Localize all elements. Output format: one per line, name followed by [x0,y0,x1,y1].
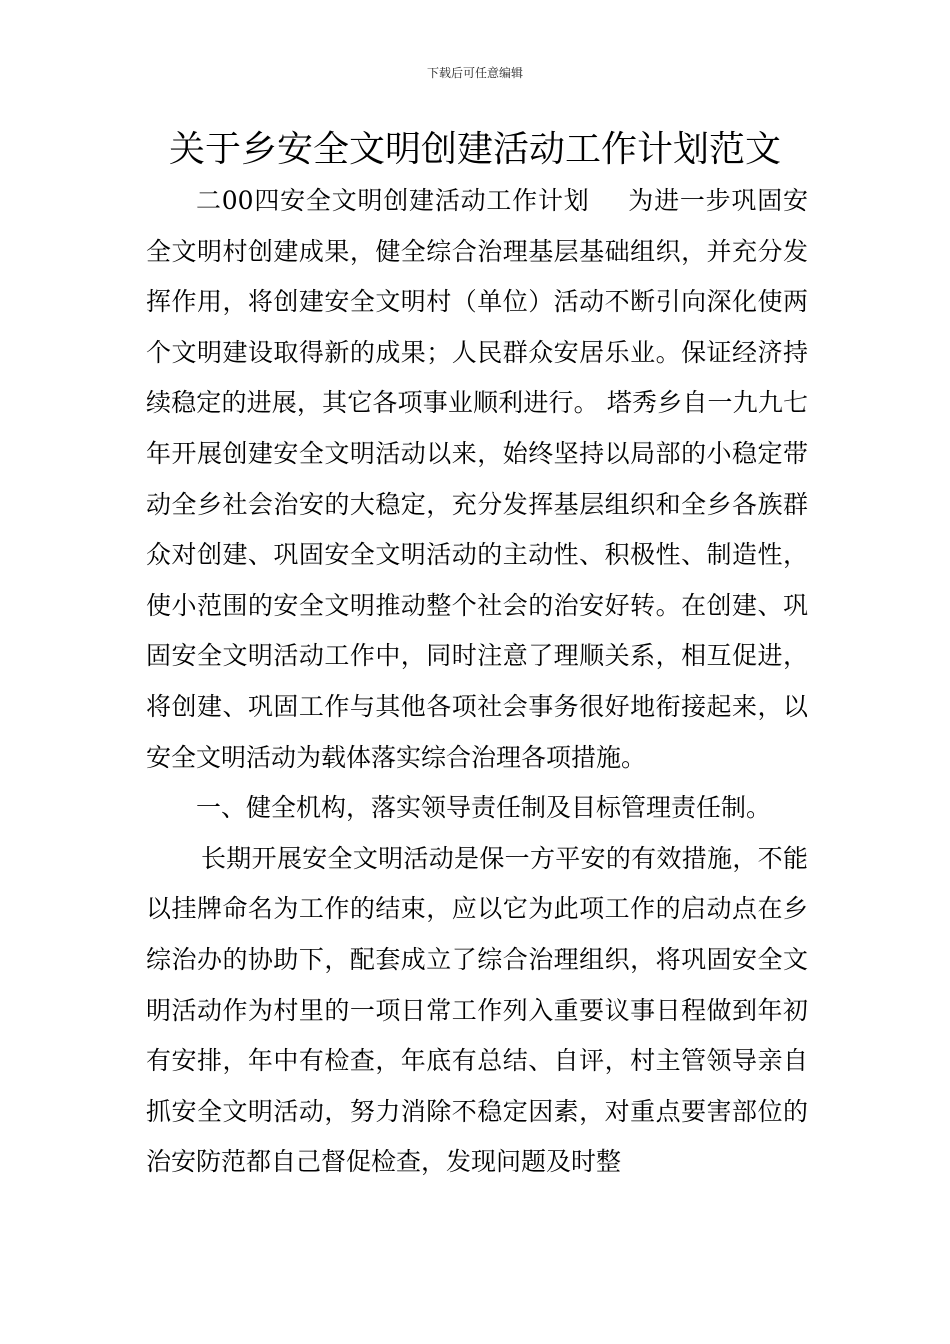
paragraph-1-lead: 二00四安全文明创建活动工作计划 [196,186,590,215]
paragraph-3: 长期开展安全文明活动是保一方平安的有效措施，不能以挂牌命名为工作的结束，应以它为此项工作的启动点在乡综治办的协助下，配套成立了综合治理组织，将巩固安全文明活动作为村里的一项日常工作列入重要议事日程做到年初有安排，年中有检查，年底有总结、自评，村主管领导亲自抓安全文明活动，努力消除不稳定因素，对重点要害部位的治安防范都自己督促检查，发现问题及时整 [146,843,808,1177]
header-note: 下载后可任意编辑 [426,66,523,80]
document-title: 关于乡安全文明创建活动工作计划范文 [168,129,781,170]
paragraph-1 [146,176,808,783]
document-body [146,176,808,1188]
paragraph-1-text: 为进一步巩固安全文明村创建成果，健全综合治理基层基础组织，并充分发挥作用，将创建安全文明村（单位）活动不断引向深化使两个文明建设取得新的成果；人民群众安居乐业。保证经济持续稳定的进展，其它各项事业顺利进行。 塔秀乡自一九九七年开展创建安全文明活动以来，始终坚持以局部的小稳定带动全乡社会治安的大稳定，充分发挥基层组织和全乡各族群众对创建、巩固安全文明活动的主动性、积极性、制造性，使小范围的安全文明推动整个社会的治安好转。在创建、巩固安全文明活动工作中，同时注意了理顺关系，相互促进，将创建、巩固工作与其他各项社会事务很好地衔接起来，以安全文明活动为载体落实综合治理各项措施。 [146,186,808,772]
paragraph-2-heading: 一、健全机构，落实领导责任制及目标管理责任制。 [196,793,772,823]
